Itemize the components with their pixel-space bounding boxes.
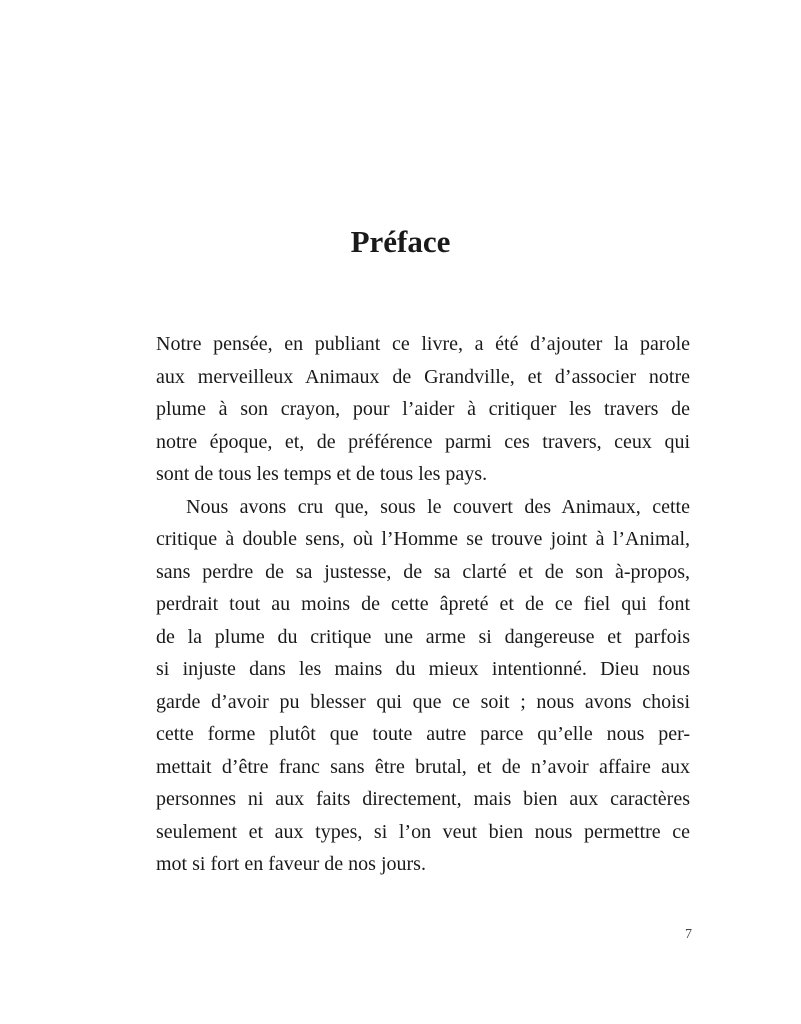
chapter-title: Préface bbox=[350, 224, 451, 259]
page-number: 7 bbox=[685, 927, 692, 942]
text-line: Nous avons cru que, sous le couvert des Animaux, cette bbox=[186, 495, 690, 518]
text-line: seulement et aux types, si l’on veut bien nous permettre ce bbox=[156, 820, 690, 843]
body-text bbox=[156, 328, 690, 881]
text-line: plume à son crayon, pour l’aider à critiquer les travers de bbox=[156, 398, 690, 420]
text-line: de la plume du critique une arme si dangereuse et parfois bbox=[156, 625, 690, 648]
text-line: notre époque, et, de préférence parmi ces travers, ceux qui bbox=[156, 430, 690, 453]
paragraph-1 bbox=[156, 328, 690, 491]
text-line: critique à double sens, où l’Homme se trouve joint à l’Animal, bbox=[156, 528, 690, 550]
text-line: cette forme plutôt que toute autre parce qu’elle nous per- bbox=[156, 723, 690, 745]
text-line: sans perdre de sa justesse, de sa clarté et de son à-propos, bbox=[156, 560, 690, 583]
text-line: si injuste dans les mains du mieux intentionné. Dieu nous bbox=[156, 658, 690, 680]
text-line: mettait d’être franc sans être brutal, et de n’avoir affaire aux bbox=[156, 755, 690, 778]
text-line: Notre pensée, en publiant ce livre, a été d’ajouter la parole bbox=[156, 333, 690, 355]
text-line: sont de tous les temps et de tous les pays. bbox=[156, 463, 488, 485]
text-line: perdrait tout au moins de cette âpreté et de ce fiel qui font bbox=[156, 593, 690, 615]
text-line: personnes ni aux faits directement, mais bien aux caractères bbox=[156, 788, 690, 810]
paragraph-2 bbox=[156, 491, 690, 881]
text-line: garde d’avoir pu blesser qui que ce soit ; nous avons choisi bbox=[156, 690, 690, 713]
text-line: mot si fort en faveur de nos jours. bbox=[156, 853, 426, 875]
text-line: aux merveilleux Animaux de Grandville, et d’associer notre bbox=[156, 365, 690, 388]
